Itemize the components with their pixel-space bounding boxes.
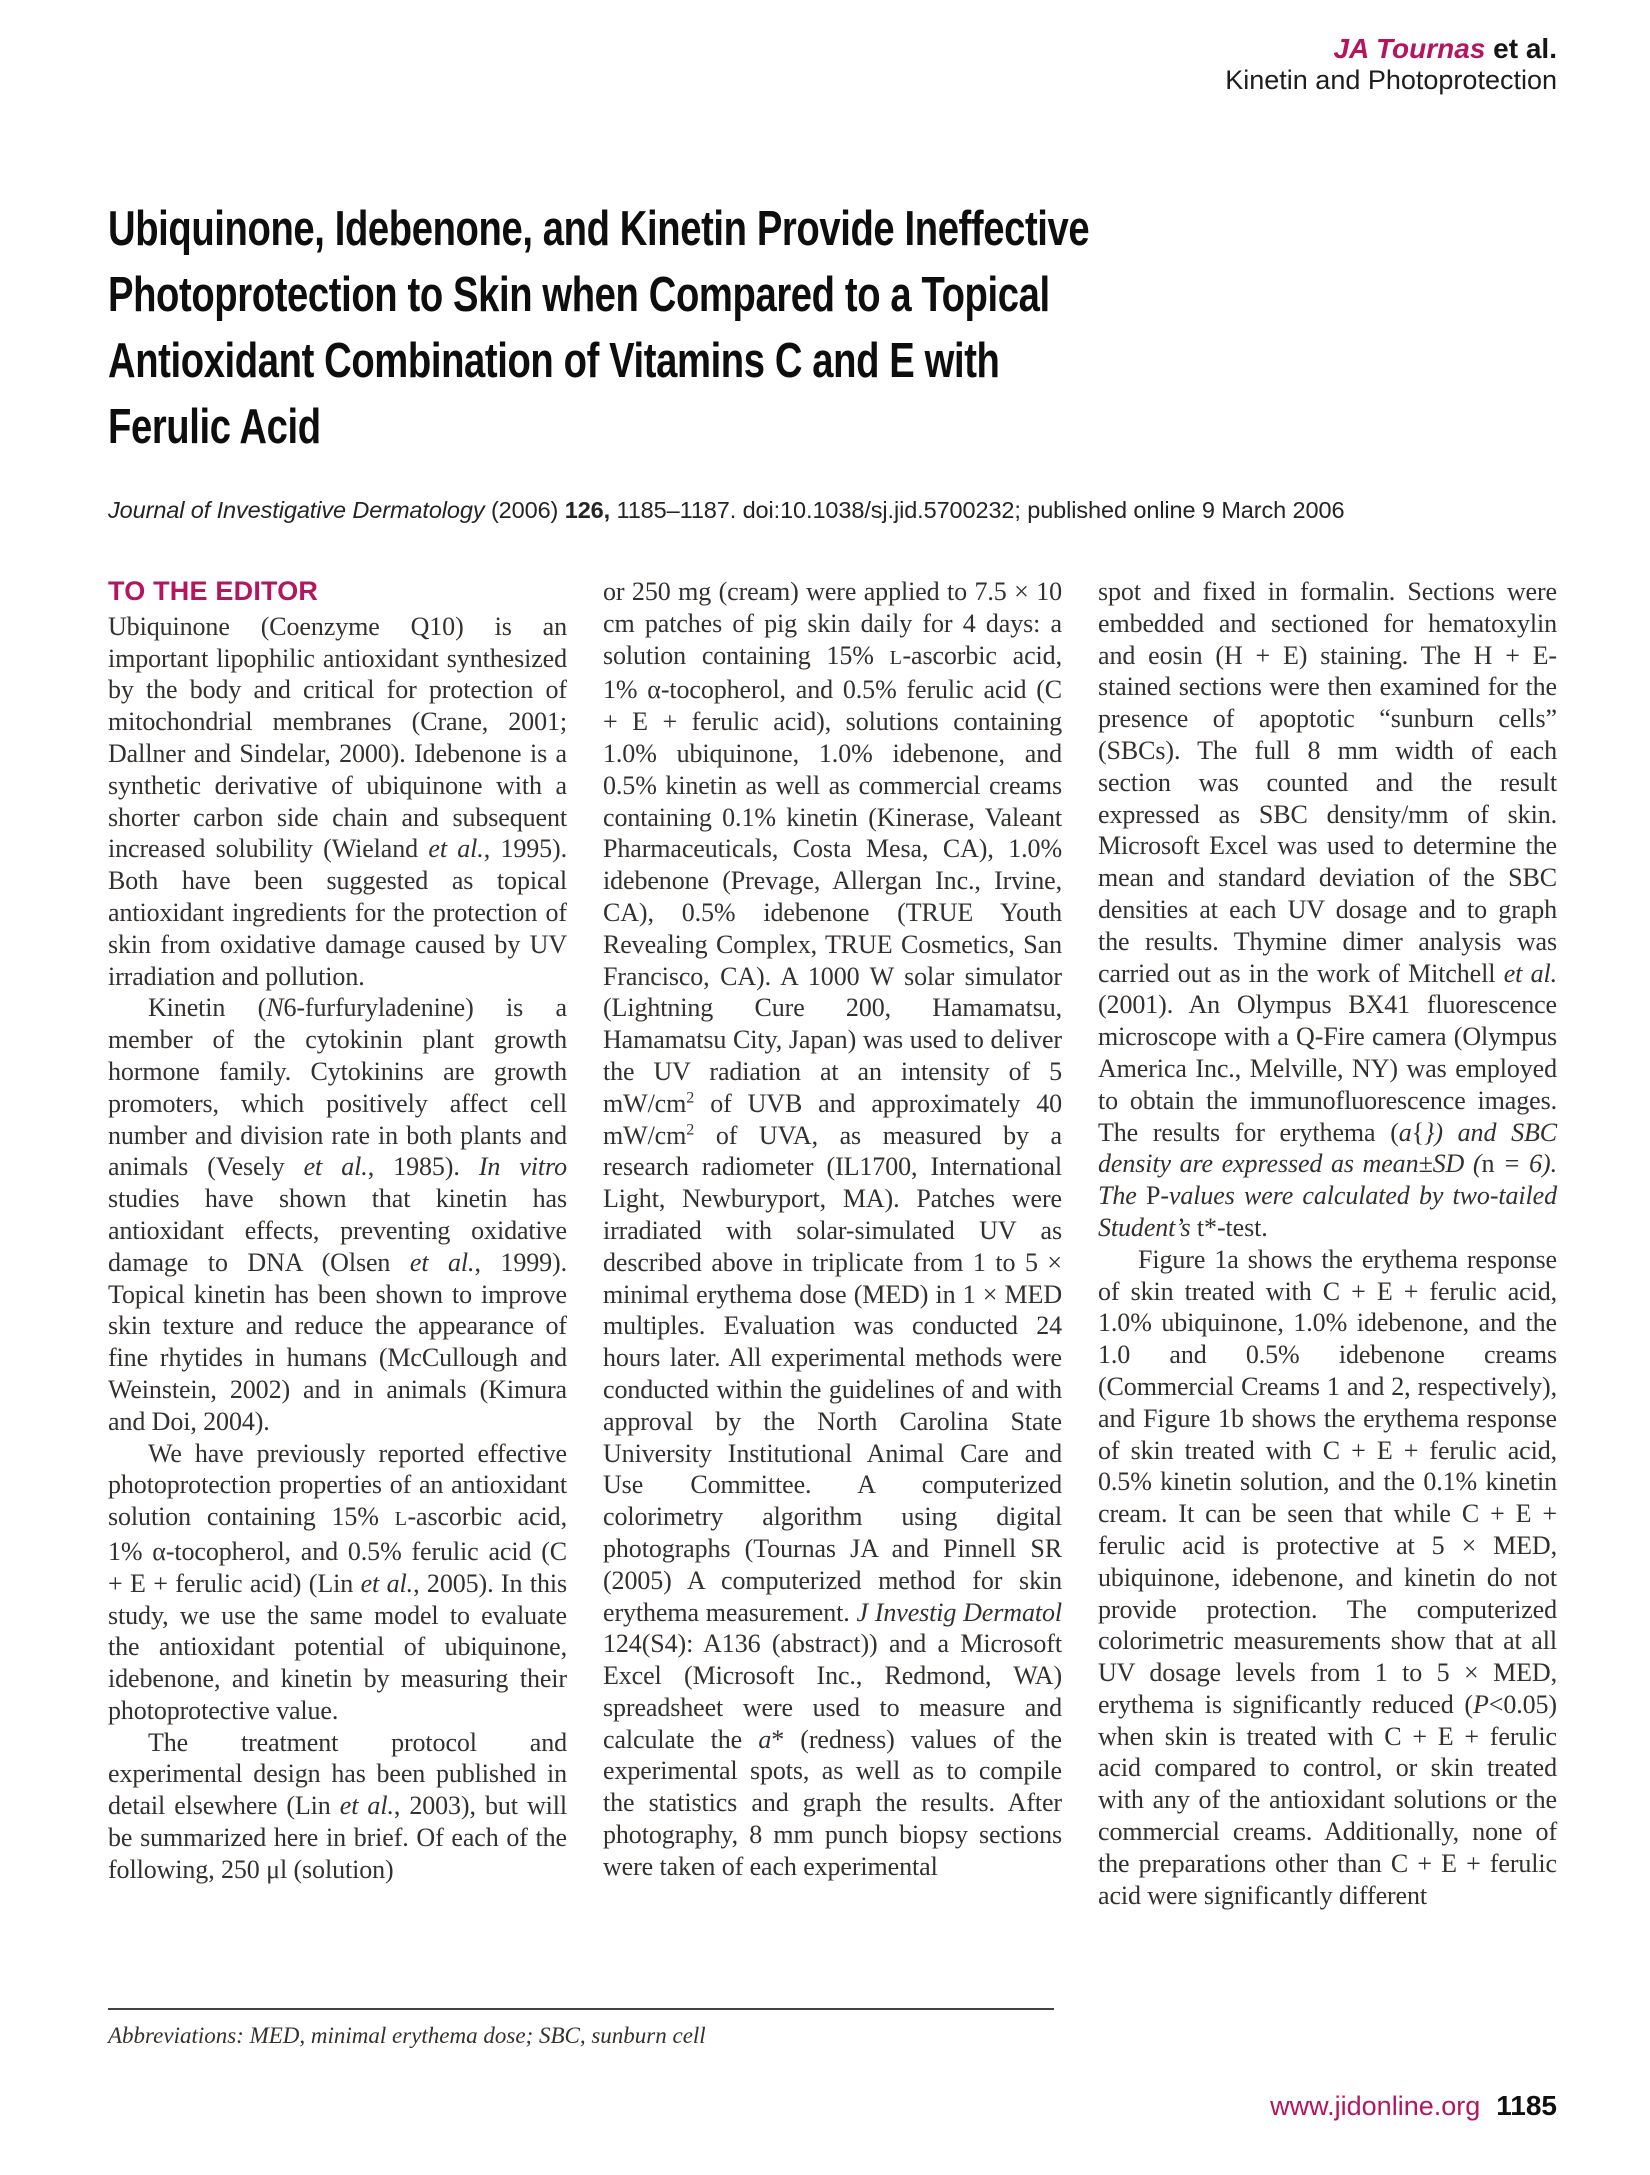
- article-title: [108, 196, 1366, 460]
- paragraph: Figure 1a shows the erythema response of skin treated with C + E + ferulic acid, 1.0% ubiquinone, 1.0% idebenone, and the 1.0 and 0.5% idebenone creams (Commercial Creams 1 and 2, respectively), and Figure 1b shows the erythema response of skin treated with C + E + ferulic acid, 0.5% kinetin solution, and the 0.1% kinetin cream. It can be seen that while C + E + ferulic acid is protective at 5 × MED, ubiquinone, idebenone, and kinetin do not provide protection. The computerized colorimetric measurements show that at all UV dosage levels from 1 to 5 × MED, erythema is significantly reduced (P<0.05) when skin is treated with C + E + ferulic acid compared to control, or skin treated with any of the antioxidant solutions or the commercial creams. Additionally, none of the preparations other than C + E + ferulic acid were significantly different: [1098, 1244, 1557, 1910]
- citation-line: Journal of Investigative Dermatology (2006) 126, 1185–1187. doi:10.1038/sj.jid.5700232; published online 9 March 2006: [108, 497, 1345, 523]
- paragraph: The treatment protocol and experimental design has been published in detail elsewhere (Lin et al., 2003), but will be summarized here in brief. Of each of the following, 250 μl (solution): [108, 1727, 567, 1884]
- paragraph: or 250 mg (cream) were applied to 7.5 × 10 cm patches of pig skin daily for 4 days: a solution containing 15% L-ascorbic acid, 1% α-tocopherol, and 0.5% ferulic acid (C + E + ferulic acid), solutions containing 1.0% ubiquinone, 1.0% idebenone, and 0.5% kinetin as well as commercial creams containing 0.1% kinetin (Kinerase, Valeant Pharmaceuticals, Costa Mesa, CA), 1.0% idebenone (Prevage, Allergan Inc., Irvine, CA), 0.5% idebenone (TRUE Youth Revealing Complex, TRUE Cosmetics, San Francisco, CA). A 1000 W solar simulator (Lightning Cure 200, Hamamatsu, Hamamatsu City, Japan) was used to deliver the UV radiation at an intensity of 5 $mW/cm^2$ of UVB and approximately 40 $mW/cm^2$ of UVA, as measured by a research radiometer (IL1700, International Light, Newburyport, MA). Patches were irradiated with solar-simulated UV as described above in triplicate from 1 to 5 × minimal erythema dose (MED) in 1 × MED multiples. Evaluation was conducted 24 hours later. All experimental methods were conducted within the guidelines of and with approval by the North Carolina State University Institutional Animal Care and Use Committee. A computerized colorimetry algorithm using digital photographs (Tournas JA and Pinnell SR (2005) A computerized method for skin erythema measurement. J Investig Dermatol 124(S4): A136 (abstract)) and a Microsoft Excel (Microsoft Inc., Redmond, WA) spreadsheet were used to measure and calculate the a* (redness) values of the experimental spots, as well as to compile the statistics and graph the results. After photography, 8 mm punch biopsy sections were taken of each experimental: [603, 577, 1062, 1881]
- running-head-etal: et al.: [1485, 33, 1557, 64]
- article-title-line-4: Ferulic Acid: [108, 400, 321, 454]
- column-3: [1098, 576, 1557, 1911]
- running-head-authors: [1225, 32, 1557, 65]
- column-2: [603, 576, 1062, 1911]
- running-head: [1225, 32, 1557, 97]
- column-1: [108, 576, 567, 1911]
- abbreviations-note: Abbreviations: MED, minimal erythema dose; SBC, sunburn cell: [108, 2023, 706, 2048]
- section-heading: TO THE EDITOR: [108, 576, 319, 606]
- running-head-title: Kinetin and Photoprotection: [1225, 65, 1557, 96]
- article-body: [108, 576, 1557, 1911]
- paragraph: Ubiquinone (Coenzyme Q10) is an important lipophilic antioxidant synthesized by the body and critical for protection of mitochondrial membranes (Crane, 2001; Dallner and Sindelar, 2000). Idebenone is a synthetic derivative of ubiquinone with a shorter carbon side chain and subsequent increased solubility (Wieland et al., 1995). Both have been suggested as topical antioxidant ingredients for the protection of skin from oxidative damage caused by UV irradiation and pollution.: [108, 611, 568, 991]
- paragraph: We have previously reported effective photoprotection properties of an antioxidant solution containing 15% L-ascorbic acid, 1% α-tocopherol, and 0.5% ferulic acid (C + E + ferulic acid) (Lin et al., 2005). In this study, we use the same model to evaluate the antioxidant potential of ubiquinone, idebenone, and kinetin by measuring their photoprotective value.: [108, 1438, 568, 1725]
- page-footer: [1270, 2090, 1557, 2122]
- article-title-line-1: Ubiquinone, Idebenone, and Kinetin Provide Ineffective: [108, 202, 1090, 256]
- article-title-line-3: Antioxidant Combination of Vitamins C and E with: [108, 334, 1000, 388]
- running-head-author-name: JA Tournas: [1333, 33, 1486, 64]
- paragraph: spot and fixed in formalin. Sections were embedded and sectioned for hematoxylin and eosin (H + E) staining. The H + E-stained sections were then examined for the presence of apoptotic “sunburn cells” (SBCs). The full 8 mm width of each section was counted and the result expressed as SBC density/mm of skin. Microsoft Excel was used to determine the mean and standard deviation of the SBC densities at each UV dosage and to graph the results. Thymine dimer analysis was carried out as in the work of Mitchell et al. (2001). An Olympus BX41 fluorescence microscope with a Q-Fire camera (Olympus America Inc., Melville, NY) was employed to obtain the immunofluorescence images. The results for erythema (a{}) and SBC density are expressed as mean±SD (n = 6). The P-values were calculated by two-tailed Student’s t*-test.: [1098, 577, 1557, 1242]
- journal-url[interactable]: www.jidonline.org: [1270, 2091, 1481, 2121]
- article-title-line-2: Photoprotection to Skin when Compared to a Topical: [108, 268, 1050, 322]
- page-number: 1185: [1496, 2090, 1557, 2121]
- paragraph: Kinetin (N6-furfuryladenine) is a member of the cytokinin plant growth hormone family. Cytokinins are growth promoters, which positively affect cell number and division rate in both plants and animals (Vesely et al., 1985). In vitro studies have shown that kinetin has antioxidant effects, preventing oxidative damage to DNA (Olsen et al., 1999). Topical kinetin has been shown to improve skin texture and reduce the appearance of fine rhytides in humans (McCullough and Weinstein, 2002) and in animals (Kimura and Doi, 2004).: [108, 993, 568, 1436]
- footnote-divider: [108, 2008, 1054, 2010]
